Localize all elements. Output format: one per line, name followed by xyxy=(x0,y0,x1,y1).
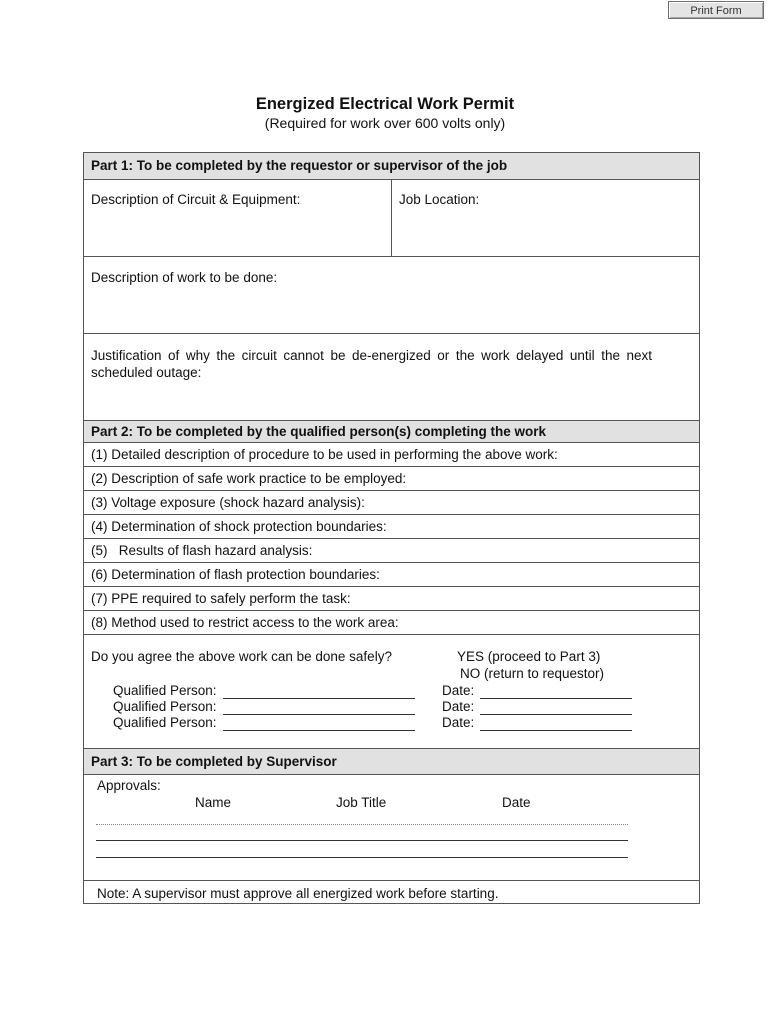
date-column-header: Date xyxy=(502,795,531,810)
part2-item-2[interactable]: (2) Description of safe work practice to be employed: xyxy=(84,466,699,490)
approval-line[interactable] xyxy=(96,824,628,825)
supervisor-note: Note: A supervisor must approve all energized work before starting. xyxy=(97,886,499,901)
part2-item-8[interactable]: (8) Method used to restrict access to the work area: xyxy=(84,610,699,634)
approval-line[interactable] xyxy=(96,840,628,841)
permit-form xyxy=(83,152,700,904)
page-title: Energized Electrical Work Permit xyxy=(255,95,515,113)
work-description-row xyxy=(84,256,699,333)
date-label: Date: xyxy=(442,715,475,730)
part2-header: Part 2: To be completed by the qualified person(s) completing the work xyxy=(84,420,699,442)
justification-row xyxy=(84,333,699,420)
approvals-section xyxy=(84,774,699,880)
part1-header: Part 1: To be completed by the requestor or supervisor of the job xyxy=(84,153,699,179)
date-line[interactable] xyxy=(480,698,632,699)
part2-item-5[interactable]: (5) Results of flash hazard analysis: xyxy=(84,538,699,562)
note-row xyxy=(84,880,699,904)
circuit-location-row xyxy=(84,179,699,256)
yes-option[interactable]: YES (proceed to Part 3) xyxy=(457,649,601,664)
date-label: Date: xyxy=(442,683,475,698)
approvals-label: Approvals: xyxy=(97,778,161,793)
date-label: Date: xyxy=(442,699,475,714)
column-divider xyxy=(391,180,392,256)
justification-field[interactable]: Justification of why the circuit cannot be de-energized or the work delayed until the next scheduled outage: xyxy=(91,348,652,380)
qualified-person-line[interactable] xyxy=(223,714,415,715)
job-location-field[interactable]: Job Location: xyxy=(399,192,480,207)
qualified-person-label: Qualified Person: xyxy=(113,715,217,730)
part2-item-3[interactable]: (3) Voltage exposure (shock hazard analysis): xyxy=(84,490,699,514)
date-line[interactable] xyxy=(480,730,632,731)
no-option[interactable]: NO (return to requestor) xyxy=(460,666,605,681)
date-line[interactable] xyxy=(480,714,632,715)
circuit-description-field[interactable]: Description of Circuit & Equipment: xyxy=(91,192,301,207)
agreement-section xyxy=(84,634,699,748)
part2-item-4[interactable]: (4) Determination of shock protection boundaries: xyxy=(84,514,699,538)
part2-item-1[interactable]: (1) Detailed description of procedure to be used in performing the above work: xyxy=(84,442,699,466)
name-column-header: Name xyxy=(195,795,232,810)
qualified-person-label: Qualified Person: xyxy=(113,683,217,698)
part3-header: Part 3: To be completed by Supervisor xyxy=(84,748,699,774)
qualified-person-line[interactable] xyxy=(223,698,415,699)
page-subtitle: (Required for work over 600 volts only) xyxy=(264,115,506,131)
qualified-person-label: Qualified Person: xyxy=(113,699,217,714)
agree-question: Do you agree the above work can be done safely? xyxy=(91,649,392,664)
approval-line[interactable] xyxy=(96,857,628,858)
qualified-person-line[interactable] xyxy=(223,730,415,731)
job-title-column-header: Job Title xyxy=(336,795,387,810)
work-description-field[interactable]: Description of work to be done: xyxy=(91,270,278,285)
part2-item-6[interactable]: (6) Determination of flash protection boundaries: xyxy=(84,562,699,586)
print-form-button[interactable]: Print Form xyxy=(668,1,764,19)
part2-item-7[interactable]: (7) PPE required to safely perform the task: xyxy=(84,586,699,610)
